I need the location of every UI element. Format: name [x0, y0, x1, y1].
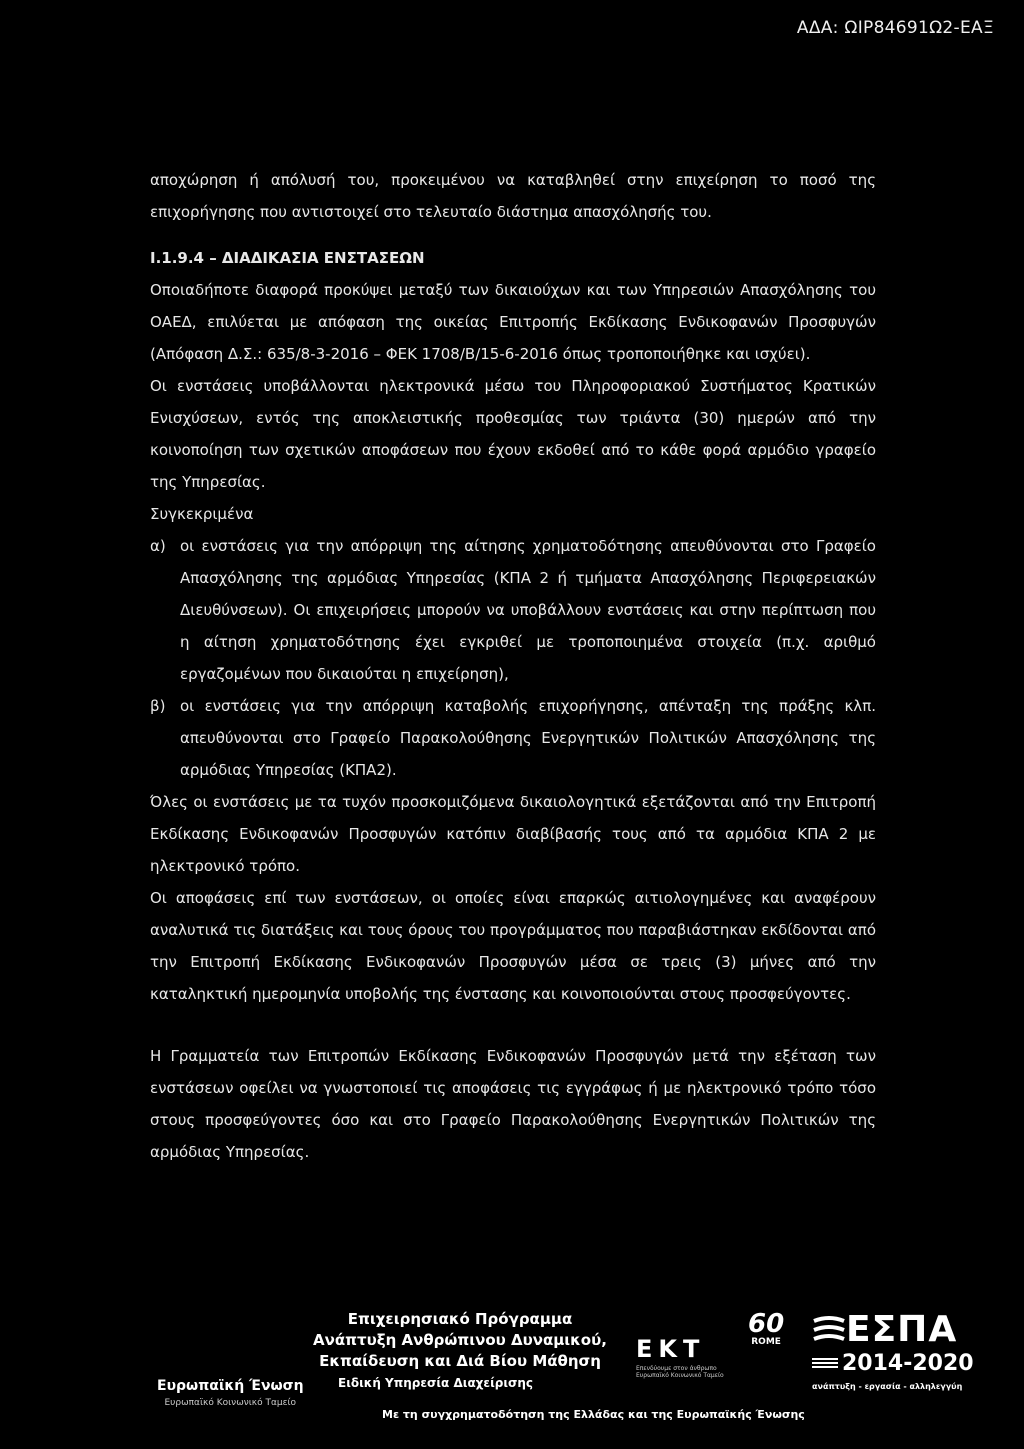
paragraph-2: Οποιαδήποτε διαφορά προκύψει μεταξύ των δικαιούχων και των Υπηρεσιών Απασχόλησης του ΟΑΕΔ, επιλύεται με απόφαση της οικείας Επιτροπής Εκδίκασης Ενδικοφανών Προσφυγών (Απόφαση Δ.Σ.: 635/8-3-2016 – ΦΕΚ 1708/Β/15-6-2016 όπως τροποποιήθηκε και ισχύει). — [150, 281, 876, 363]
paragraph-5: Όλες οι ενστάσεις με τα τυχόν προσκομιζόμενα δικαιολογητικά εξετάζονται από την Επιτροπή Εκδίκασης Ενδικοφανών Προσφυγών κατόπιν διαβίβασής τους από τα αρμόδια ΚΠΑ 2 με ηλεκτρονικό τρόπο. — [150, 793, 876, 875]
ekt-mark: ΕΚΤ — [636, 1335, 706, 1363]
managing-authority: Ειδική Υπηρεσία Διαχείρισης — [338, 1376, 534, 1390]
ekt-subtitle: Επενδύουμε στον άνθρωπο Ευρωπαϊκό Κοινωνικό Ταμείο — [636, 1365, 724, 1379]
rome-number: 60 — [748, 1309, 785, 1339]
espa-years: 2014-2020 — [842, 1351, 974, 1376]
list-item-label: β) — [150, 697, 166, 715]
list-item — [150, 530, 876, 690]
paragraph-4: Συγκεκριμένα — [150, 505, 254, 523]
espa-tagline: ανάπτυξη - εργασία - αλληλεγγύη — [812, 1382, 963, 1391]
eu-fund: Ευρωπαϊκό Κοινωνικό Ταμείο — [164, 1398, 297, 1408]
paragraph-7: Η Γραμματεία των Επιτροπών Εκδίκασης Ενδικοφανών Προσφυγών μετά την εξέταση των ενστάσεων οφείλει να γνωστοποιεί τις αποφάσεις τις εγγράφως ή με ηλεκτρονικό τρόπο τόσο στους προσφεύγοντες όσο και στο Γραφείο Παρακολούθησης Ενεργητικών Πολιτικών της αρμόδιας Υπηρεσίας. — [150, 1047, 876, 1161]
list-item — [150, 690, 876, 786]
eu-logo — [157, 1378, 304, 1408]
espa-swoosh-icon — [812, 1315, 846, 1345]
espa-title: ΕΣΠΑ — [846, 1309, 958, 1350]
ada-code: ΑΔΑ: ΩΙΡ84691Ω2-ΕΑΞ — [796, 18, 994, 38]
espa-logo — [812, 1311, 974, 1391]
cofunding-note: Με τη συγχρηματοδότηση της Ελλάδας και της Ευρωπαϊκής Ένωσης — [382, 1408, 805, 1421]
funding-footer — [0, 1305, 1024, 1445]
flags-icon — [812, 1358, 838, 1370]
paragraph-6: Οι αποφάσεις επί των ενστάσεων, οι οποίες είναι επαρκώς αιτιολογημένες και αναφέρουν αναλυτικά τις διατάξεις και τους όρους του προγράμματος που παραβιάστηκαν εκδίδονται από την Επιτροπή Εκδίκασης Ενδικοφανών Προσφυγών μέσα σε τρεις (3) μήνες από την καταληκτική ημερομηνία υποβολής της ένστασης και κοινοποιούνται στους προσφεύγοντες. — [150, 889, 876, 1003]
section-heading: Ι.1.9.4 – ΔΙΑΔΙΚΑΣΙΑ ΕΝΣΤΑΣΕΩΝ — [150, 249, 425, 267]
paragraph-3: Οι ενστάσεις υποβάλλονται ηλεκτρονικά μέσω του Πληροφοριακού Συστήματος Κρατικών Ενισχύσεων, εντός της αποκλειστικής προθεσμίας των τριάντα (30) ημερών από την κοινοποίηση των σχετικών αποφάσεων που έχουν εκδοθεί από το κάθε φορά αρμόδιο γραφείο της Υπηρεσίας. — [150, 377, 876, 491]
item-list — [150, 530, 876, 786]
list-item-text: οι ενστάσεις για την απόρριψη της αίτησης χρηματοδότησης απευθύνονται στο Γραφείο Απασχόλησης της αρμόδιας Υπηρεσίας (ΚΠΑ 2 ή τμήματα Απασχόλησης Περιφερειακών Διευθύνσεων). Οι επιχειρήσεις μπορούν να υποβάλλουν ενστάσεις και στην περίπτωση που η αίτηση χρηματοδότησης έχει εγκριθεί με τροποποιημένα στοιχεία (π.χ. αριθμό εργαζομένων που δικαιούται η επιχείρηση), — [180, 537, 876, 683]
document-body — [150, 164, 876, 1168]
program-line-3: Εκπαίδευση και Διά Βίου Μάθηση — [319, 1352, 601, 1370]
program-title — [300, 1309, 620, 1390]
ekt-logo — [636, 1335, 746, 1379]
rome-60-logo — [748, 1311, 784, 1347]
list-item-label: α) — [150, 537, 166, 555]
rome-label: ROME — [751, 1337, 781, 1347]
list-item-text: οι ενστάσεις για την απόρριψη καταβολής επιχορήγησης, απένταξη της πράξης κλπ. απευθύνονται στο Γραφείο Παρακολούθησης Ενεργητικών Πολιτικών Απασχόλησης της αρμόδιας Υπηρεσίας (ΚΠΑ2). — [180, 697, 876, 779]
program-line-1: Επιχειρησιακό Πρόγραμμα — [347, 1310, 573, 1328]
paragraph-1: αποχώρηση ή απόλυσή του, προκειμένου να καταβληθεί στην επιχείρηση το ποσό της επιχορήγησης που αντιστοιχεί στο τελευταίο διάστημα απασχόλησής του. — [150, 171, 876, 221]
eu-name: Ευρωπαϊκή Ένωση — [157, 1378, 304, 1394]
program-line-2: Ανάπτυξη Ανθρώπινου Δυναμικού, — [313, 1331, 607, 1349]
